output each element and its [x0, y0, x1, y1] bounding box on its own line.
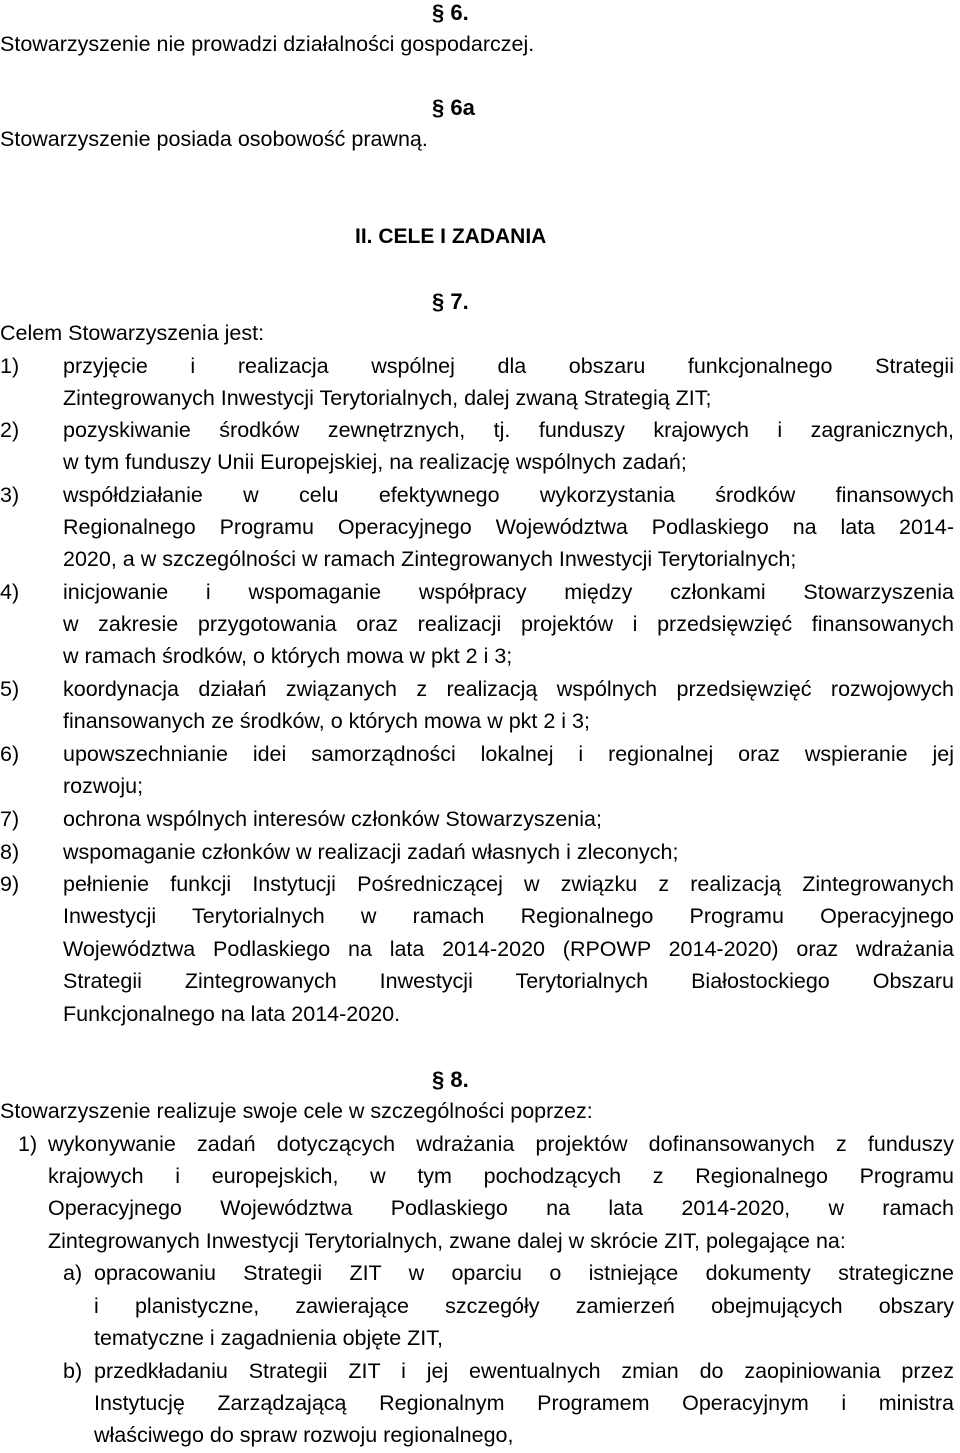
section-6a-text: Stowarzyszenie posiada osobowość prawną. — [0, 127, 428, 151]
list-item-line: Strategii Zintegrowanych Inwestycji Terytorialnych Białostockiego Obszaru — [63, 969, 954, 993]
list-item-number: 2) — [0, 418, 20, 442]
list-item-number: 4) — [0, 580, 20, 604]
list-item-line: pełnienie funkcji Instytucji Pośredniczącej w związku z realizacją Zintegrowanych — [63, 872, 954, 896]
list-item-number: 9) — [0, 872, 20, 896]
sub-item-line: i planistyczne, zawierające szczegóły zamierzeń obejmujących obszary — [94, 1294, 954, 1318]
list-item-number: 1) — [18, 1132, 38, 1156]
list-item-line: Regionalnego Programu Operacyjnego Województwa Podlaskiego na lata 2014- — [63, 515, 954, 539]
list-item-number: 7) — [0, 807, 20, 831]
list-item-line: współdziałanie w celu efektywnego wykorzystania środków finansowych — [63, 483, 954, 507]
list-item-number: 3) — [0, 483, 20, 507]
list-item-line: Województwa Podlaskiego na lata 2014-2020 (RPOWP 2014-2020) oraz wdrażania — [63, 937, 954, 961]
section-6-heading: § 6. — [432, 0, 469, 25]
section-6-text: Stowarzyszenie nie prowadzi działalności gospodarczej. — [0, 32, 535, 56]
chapter-heading: II. CELE I ZADANIA — [355, 225, 547, 248]
list-item-line: Zintegrowanych Inwestycji Terytorialnych, zwane dalej w skrócie ZIT, polegające na: — [48, 1229, 846, 1253]
sub-item-line: opracowaniu Strategii ZIT w oparciu o istniejące dokumenty strategiczne — [94, 1261, 954, 1285]
list-item-number: 5) — [0, 677, 20, 701]
list-item-line: rozwoju; — [63, 774, 144, 798]
list-item-line: Funkcjonalnego na lata 2014-2020. — [63, 1002, 401, 1026]
list-item-number: 1) — [0, 354, 20, 378]
list-item-line: w ramach środków, o których mowa w pkt 2 i 3; — [63, 644, 513, 668]
list-item-line: w tym funduszy Unii Europejskiej, na realizację wspólnych zadań; — [63, 450, 687, 474]
list-item-line: koordynacja działań związanych z realizacją wspólnych przedsięwzięć rozwojowych — [63, 677, 954, 701]
list-item-line: upowszechnianie idei samorządności lokalnej i regionalnej oraz wspieranie jej — [63, 742, 954, 766]
section-7-intro: Celem Stowarzyszenia jest: — [0, 321, 265, 345]
section-8-heading: § 8. — [432, 1067, 469, 1092]
list-item-line: Zintegrowanych Inwestycji Terytorialnych, dalej zwaną Strategią ZIT; — [63, 386, 712, 410]
list-item-number: 6) — [0, 742, 20, 766]
list-item-line: pozyskiwanie środków zewnętrznych, tj. funduszy krajowych i zagranicznych, — [63, 418, 954, 442]
sub-item-letter: a) — [63, 1261, 83, 1285]
section-8-intro: Stowarzyszenie realizuje swoje cele w szczególności poprzez: — [0, 1099, 593, 1123]
sub-item-line: tematyczne i zagadnienia objęte ZIT, — [94, 1326, 443, 1350]
list-item-line: Operacyjnego Województwa Podlaskiego na lata 2014-2020, w ramach — [48, 1196, 954, 1220]
list-item-line: wykonywanie zadań dotyczących wdrażania projektów dofinansowanych z funduszy — [48, 1132, 954, 1156]
section-6a-heading: § 6a — [432, 95, 475, 120]
list-item-line: ochrona wspólnych interesów członków Stowarzyszenia; — [63, 807, 602, 831]
list-item-line: krajowych i europejskich, w tym pochodzących z Regionalnego Programu — [48, 1164, 954, 1188]
sub-item-line: Instytucję Zarządzającą Regionalnym Programem Operacyjnym i ministra — [94, 1391, 954, 1415]
list-item-line: 2020, a w szczególności w ramach Zintegrowanych Inwestycji Terytorialnych; — [63, 547, 797, 571]
list-item-line: przyjęcie i realizacja wspólnej dla obszaru funkcjonalnego Strategii — [63, 354, 954, 378]
section-7-heading: § 7. — [432, 289, 469, 314]
list-item-line: w zakresie przygotowania oraz realizacji projektów i przedsięwzięć finansowanych — [63, 612, 954, 636]
sub-item-line: właściwego do spraw rozwoju regionalnego, — [94, 1423, 514, 1447]
list-item-number: 8) — [0, 840, 20, 864]
list-item-line: wspomaganie członków w realizacji zadań własnych i zleconych; — [63, 840, 679, 864]
list-item-line: inicjowanie i wspomaganie współpracy między członkami Stowarzyszenia — [63, 580, 954, 604]
sub-item-line: przedkładaniu Strategii ZIT i jej ewentualnych zmian do zaopiniowania przez — [94, 1359, 954, 1383]
list-item-line: finansowanych ze środków, o których mowa w pkt 2 i 3; — [63, 709, 590, 733]
sub-item-letter: b) — [63, 1359, 83, 1383]
list-item-line: Inwestycji Terytorialnych w ramach Regionalnego Programu Operacyjnego — [63, 904, 954, 928]
